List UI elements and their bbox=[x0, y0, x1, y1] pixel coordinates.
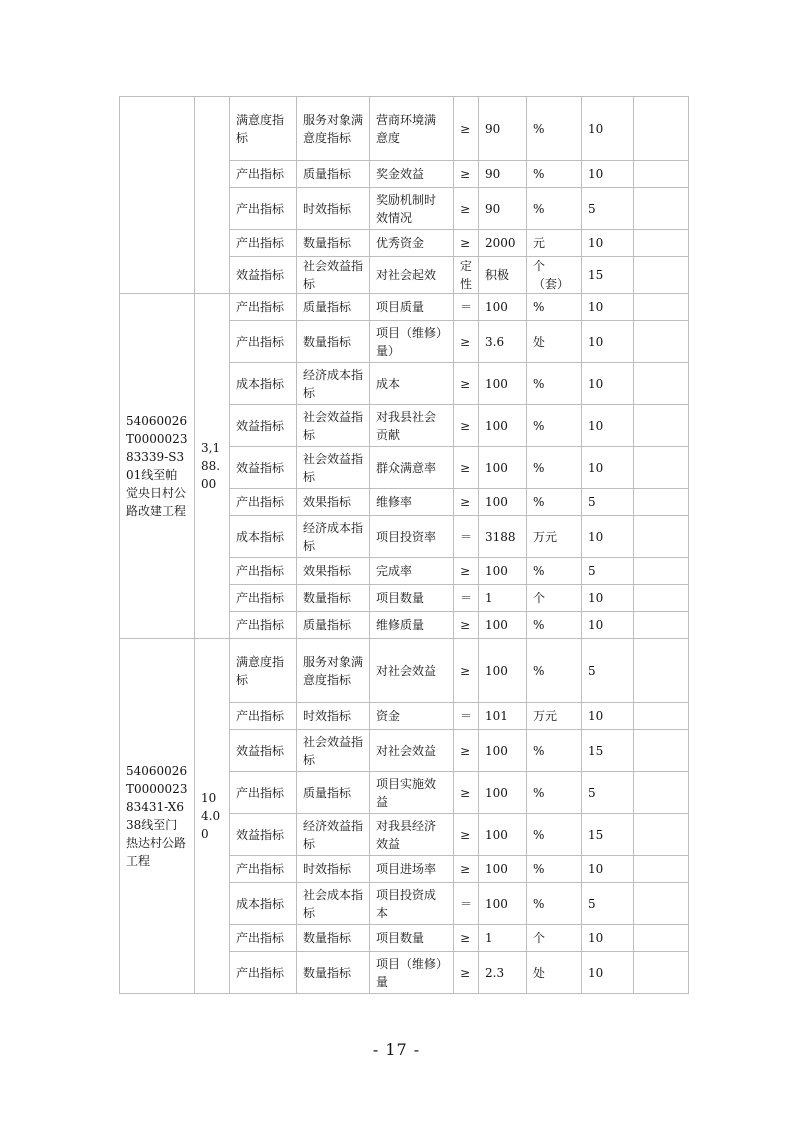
comparison-symbol-cell: ＝ bbox=[454, 585, 479, 612]
target-value-cell: 2000 bbox=[479, 230, 527, 257]
unit-cell: 元 bbox=[527, 230, 582, 257]
comparison-symbol-cell: ≥ bbox=[454, 97, 479, 161]
target-value-cell: 101 bbox=[479, 703, 527, 730]
comparison-symbol-cell: ≥ bbox=[454, 772, 479, 814]
comparison-symbol-cell: ≥ bbox=[454, 321, 479, 363]
level3-indicator-cell: 对我县经济效益 bbox=[370, 814, 454, 856]
level1-indicator-cell: 产出指标 bbox=[230, 161, 297, 188]
project-name-cell bbox=[120, 97, 195, 294]
remark-cell bbox=[634, 161, 689, 188]
remark-cell bbox=[634, 730, 689, 772]
level1-indicator-cell: 满意度指标 bbox=[230, 97, 297, 161]
comparison-symbol-cell: ≥ bbox=[454, 814, 479, 856]
level3-indicator-cell: 成本 bbox=[370, 363, 454, 405]
table-row bbox=[120, 97, 689, 161]
level2-indicator-cell: 数量指标 bbox=[297, 925, 370, 952]
level2-indicator-cell: 质量指标 bbox=[297, 612, 370, 639]
level2-indicator-cell: 时效指标 bbox=[297, 856, 370, 883]
weight-cell: 5 bbox=[582, 188, 634, 230]
unit-cell: % bbox=[527, 883, 582, 925]
remark-cell bbox=[634, 558, 689, 585]
weight-cell: 10 bbox=[582, 161, 634, 188]
unit-cell: % bbox=[527, 772, 582, 814]
target-value-cell: 2.3 bbox=[479, 952, 527, 994]
remark-cell bbox=[634, 405, 689, 447]
level2-indicator-cell: 服务对象满意度指标 bbox=[297, 639, 370, 703]
remark-cell bbox=[634, 97, 689, 161]
target-value-cell: 积极 bbox=[479, 257, 527, 294]
level1-indicator-cell: 产出指标 bbox=[230, 772, 297, 814]
level2-indicator-cell: 社会成本指标 bbox=[297, 883, 370, 925]
level3-indicator-cell: 对社会效益 bbox=[370, 639, 454, 703]
target-value-cell: 100 bbox=[479, 612, 527, 639]
level1-indicator-cell: 成本指标 bbox=[230, 516, 297, 558]
unit-cell: % bbox=[527, 814, 582, 856]
level1-indicator-cell: 效益指标 bbox=[230, 447, 297, 489]
target-value-cell: 100 bbox=[479, 856, 527, 883]
weight-cell: 5 bbox=[582, 772, 634, 814]
unit-cell: % bbox=[527, 489, 582, 516]
level3-indicator-cell: 群众满意率 bbox=[370, 447, 454, 489]
level1-indicator-cell: 产出指标 bbox=[230, 612, 297, 639]
level2-indicator-cell: 社会效益指标 bbox=[297, 405, 370, 447]
weight-cell: 10 bbox=[582, 363, 634, 405]
unit-cell: % bbox=[527, 188, 582, 230]
target-value-cell: 1 bbox=[479, 925, 527, 952]
weight-cell: 15 bbox=[582, 814, 634, 856]
level2-indicator-cell: 数量指标 bbox=[297, 585, 370, 612]
level3-indicator-cell: 对社会效益 bbox=[370, 730, 454, 772]
unit-cell: 万元 bbox=[527, 516, 582, 558]
level3-indicator-cell: 优秀资金 bbox=[370, 230, 454, 257]
level2-indicator-cell: 质量指标 bbox=[297, 161, 370, 188]
target-value-cell: 100 bbox=[479, 772, 527, 814]
target-value-cell: 100 bbox=[479, 489, 527, 516]
comparison-symbol-cell: ＝ bbox=[454, 516, 479, 558]
level1-indicator-cell: 产出指标 bbox=[230, 925, 297, 952]
level2-indicator-cell: 经济成本指标 bbox=[297, 363, 370, 405]
remark-cell bbox=[634, 294, 689, 321]
level3-indicator-cell: 项目投资率 bbox=[370, 516, 454, 558]
remark-cell bbox=[634, 489, 689, 516]
weight-cell: 10 bbox=[582, 925, 634, 952]
comparison-symbol-cell: ≥ bbox=[454, 447, 479, 489]
comparison-symbol-cell: ≥ bbox=[454, 230, 479, 257]
remark-cell bbox=[634, 883, 689, 925]
target-value-cell: 100 bbox=[479, 730, 527, 772]
level1-indicator-cell: 产出指标 bbox=[230, 856, 297, 883]
level2-indicator-cell: 服务对象满意度指标 bbox=[297, 97, 370, 161]
level1-indicator-cell: 产出指标 bbox=[230, 703, 297, 730]
level1-indicator-cell: 产出指标 bbox=[230, 230, 297, 257]
remark-cell bbox=[634, 952, 689, 994]
level1-indicator-cell: 产出指标 bbox=[230, 321, 297, 363]
remark-cell bbox=[634, 230, 689, 257]
project-amount-cell: 3,188.00 bbox=[195, 294, 230, 639]
weight-cell: 10 bbox=[582, 516, 634, 558]
remark-cell bbox=[634, 516, 689, 558]
level2-indicator-cell: 经济效益指标 bbox=[297, 814, 370, 856]
comparison-symbol-cell: ≥ bbox=[454, 363, 479, 405]
comparison-symbol-cell: ＝ bbox=[454, 883, 479, 925]
unit-cell: % bbox=[527, 558, 582, 585]
level1-indicator-cell: 效益指标 bbox=[230, 257, 297, 294]
level2-indicator-cell: 社会效益指标 bbox=[297, 447, 370, 489]
level3-indicator-cell: 项目实施效益 bbox=[370, 772, 454, 814]
comparison-symbol-cell: ≥ bbox=[454, 558, 479, 585]
level1-indicator-cell: 产出指标 bbox=[230, 952, 297, 994]
unit-cell: % bbox=[527, 363, 582, 405]
level1-indicator-cell: 成本指标 bbox=[230, 883, 297, 925]
weight-cell: 10 bbox=[582, 952, 634, 994]
target-value-cell: 90 bbox=[479, 97, 527, 161]
comparison-symbol-cell: ≥ bbox=[454, 161, 479, 188]
weight-cell: 10 bbox=[582, 321, 634, 363]
project-amount-cell bbox=[195, 97, 230, 294]
level2-indicator-cell: 社会效益指标 bbox=[297, 730, 370, 772]
target-value-cell: 90 bbox=[479, 161, 527, 188]
project-name-cell: 54060026T000002383339-S301线至帕觉央日村公路改建工程 bbox=[120, 294, 195, 639]
target-value-cell: 3.6 bbox=[479, 321, 527, 363]
level1-indicator-cell: 效益指标 bbox=[230, 730, 297, 772]
project-name-cell: 54060026T000002383431-X638线至门热达村公路工程 bbox=[120, 639, 195, 994]
unit-cell: 个（套） bbox=[527, 257, 582, 294]
level1-indicator-cell: 产出指标 bbox=[230, 188, 297, 230]
level2-indicator-cell: 质量指标 bbox=[297, 294, 370, 321]
remark-cell bbox=[634, 585, 689, 612]
level3-indicator-cell: 资金 bbox=[370, 703, 454, 730]
table-row bbox=[120, 294, 689, 321]
remark-cell bbox=[634, 188, 689, 230]
project-amount-cell: 104.00 bbox=[195, 639, 230, 994]
weight-cell: 5 bbox=[582, 883, 634, 925]
level3-indicator-cell: 奖金效益 bbox=[370, 161, 454, 188]
comparison-symbol-cell: ≥ bbox=[454, 188, 479, 230]
unit-cell: % bbox=[527, 447, 582, 489]
weight-cell: 10 bbox=[582, 230, 634, 257]
level2-indicator-cell: 时效指标 bbox=[297, 188, 370, 230]
remark-cell bbox=[634, 321, 689, 363]
unit-cell: 处 bbox=[527, 952, 582, 994]
unit-cell: % bbox=[527, 405, 582, 447]
level3-indicator-cell: 项目数量 bbox=[370, 585, 454, 612]
level1-indicator-cell: 效益指标 bbox=[230, 814, 297, 856]
level3-indicator-cell: 奖励机制时效情况 bbox=[370, 188, 454, 230]
remark-cell bbox=[634, 612, 689, 639]
unit-cell: % bbox=[527, 97, 582, 161]
level2-indicator-cell: 数量指标 bbox=[297, 230, 370, 257]
level2-indicator-cell: 质量指标 bbox=[297, 772, 370, 814]
table-row bbox=[120, 639, 689, 703]
level2-indicator-cell: 效果指标 bbox=[297, 489, 370, 516]
target-value-cell: 100 bbox=[479, 405, 527, 447]
remark-cell bbox=[634, 363, 689, 405]
level3-indicator-cell: 项目进场率 bbox=[370, 856, 454, 883]
level2-indicator-cell: 时效指标 bbox=[297, 703, 370, 730]
level3-indicator-cell: 维修质量 bbox=[370, 612, 454, 639]
remark-cell bbox=[634, 447, 689, 489]
level3-indicator-cell: 完成率 bbox=[370, 558, 454, 585]
level3-indicator-cell: 项目质量 bbox=[370, 294, 454, 321]
level1-indicator-cell: 成本指标 bbox=[230, 363, 297, 405]
weight-cell: 10 bbox=[582, 405, 634, 447]
target-value-cell: 1 bbox=[479, 585, 527, 612]
level3-indicator-cell: 项目（维修）量 bbox=[370, 952, 454, 994]
unit-cell: 个 bbox=[527, 925, 582, 952]
level3-indicator-cell: 项目（维修）量） bbox=[370, 321, 454, 363]
comparison-symbol-cell: ≥ bbox=[454, 856, 479, 883]
weight-cell: 10 bbox=[582, 703, 634, 730]
unit-cell: 处 bbox=[527, 321, 582, 363]
weight-cell: 5 bbox=[582, 558, 634, 585]
unit-cell: % bbox=[527, 612, 582, 639]
level2-indicator-cell: 数量指标 bbox=[297, 952, 370, 994]
level1-indicator-cell: 产出指标 bbox=[230, 585, 297, 612]
target-value-cell: 3188 bbox=[479, 516, 527, 558]
performance-indicator-table bbox=[119, 96, 689, 994]
unit-cell: % bbox=[527, 294, 582, 321]
weight-cell: 5 bbox=[582, 489, 634, 516]
level1-indicator-cell: 效益指标 bbox=[230, 405, 297, 447]
remark-cell bbox=[634, 639, 689, 703]
target-value-cell: 100 bbox=[479, 639, 527, 703]
target-value-cell: 100 bbox=[479, 447, 527, 489]
level3-indicator-cell: 对我县社会贡献 bbox=[370, 405, 454, 447]
weight-cell: 15 bbox=[582, 730, 634, 772]
comparison-symbol-cell: ＝ bbox=[454, 703, 479, 730]
level2-indicator-cell: 社会效益指标 bbox=[297, 257, 370, 294]
page-number: - 17 - bbox=[372, 1040, 421, 1059]
comparison-symbol-cell: ≥ bbox=[454, 639, 479, 703]
comparison-symbol-cell: ≥ bbox=[454, 489, 479, 516]
unit-cell: % bbox=[527, 161, 582, 188]
comparison-symbol-cell: ≥ bbox=[454, 952, 479, 994]
comparison-symbol-cell: ≥ bbox=[454, 730, 479, 772]
unit-cell: 个 bbox=[527, 585, 582, 612]
remark-cell bbox=[634, 856, 689, 883]
level3-indicator-cell: 营商环境满意度 bbox=[370, 97, 454, 161]
level3-indicator-cell: 项目投资成本 bbox=[370, 883, 454, 925]
remark-cell bbox=[634, 925, 689, 952]
weight-cell: 10 bbox=[582, 612, 634, 639]
weight-cell: 5 bbox=[582, 639, 634, 703]
weight-cell: 10 bbox=[582, 856, 634, 883]
level1-indicator-cell: 产出指标 bbox=[230, 489, 297, 516]
target-value-cell: 100 bbox=[479, 558, 527, 585]
comparison-symbol-cell: ≥ bbox=[454, 925, 479, 952]
remark-cell bbox=[634, 814, 689, 856]
level1-indicator-cell: 满意度指标 bbox=[230, 639, 297, 703]
target-value-cell: 100 bbox=[479, 363, 527, 405]
remark-cell bbox=[634, 703, 689, 730]
target-value-cell: 90 bbox=[479, 188, 527, 230]
remark-cell bbox=[634, 772, 689, 814]
weight-cell: 10 bbox=[582, 294, 634, 321]
unit-cell: 万元 bbox=[527, 703, 582, 730]
remark-cell bbox=[634, 257, 689, 294]
target-value-cell: 100 bbox=[479, 883, 527, 925]
level3-indicator-cell: 项目数量 bbox=[370, 925, 454, 952]
level1-indicator-cell: 产出指标 bbox=[230, 558, 297, 585]
weight-cell: 10 bbox=[582, 447, 634, 489]
weight-cell: 10 bbox=[582, 97, 634, 161]
weight-cell: 15 bbox=[582, 257, 634, 294]
unit-cell: % bbox=[527, 639, 582, 703]
comparison-symbol-cell: ≥ bbox=[454, 405, 479, 447]
target-value-cell: 100 bbox=[479, 814, 527, 856]
unit-cell: % bbox=[527, 730, 582, 772]
level3-indicator-cell: 维修率 bbox=[370, 489, 454, 516]
level1-indicator-cell: 产出指标 bbox=[230, 294, 297, 321]
weight-cell: 10 bbox=[582, 585, 634, 612]
target-value-cell: 100 bbox=[479, 294, 527, 321]
unit-cell: % bbox=[527, 856, 582, 883]
comparison-symbol-cell: ≥ bbox=[454, 612, 479, 639]
level2-indicator-cell: 效果指标 bbox=[297, 558, 370, 585]
comparison-symbol-cell: ＝ bbox=[454, 294, 479, 321]
level3-indicator-cell: 对社会起效 bbox=[370, 257, 454, 294]
level2-indicator-cell: 经济成本指标 bbox=[297, 516, 370, 558]
level2-indicator-cell: 数量指标 bbox=[297, 321, 370, 363]
comparison-symbol-cell: 定性 bbox=[454, 257, 479, 294]
